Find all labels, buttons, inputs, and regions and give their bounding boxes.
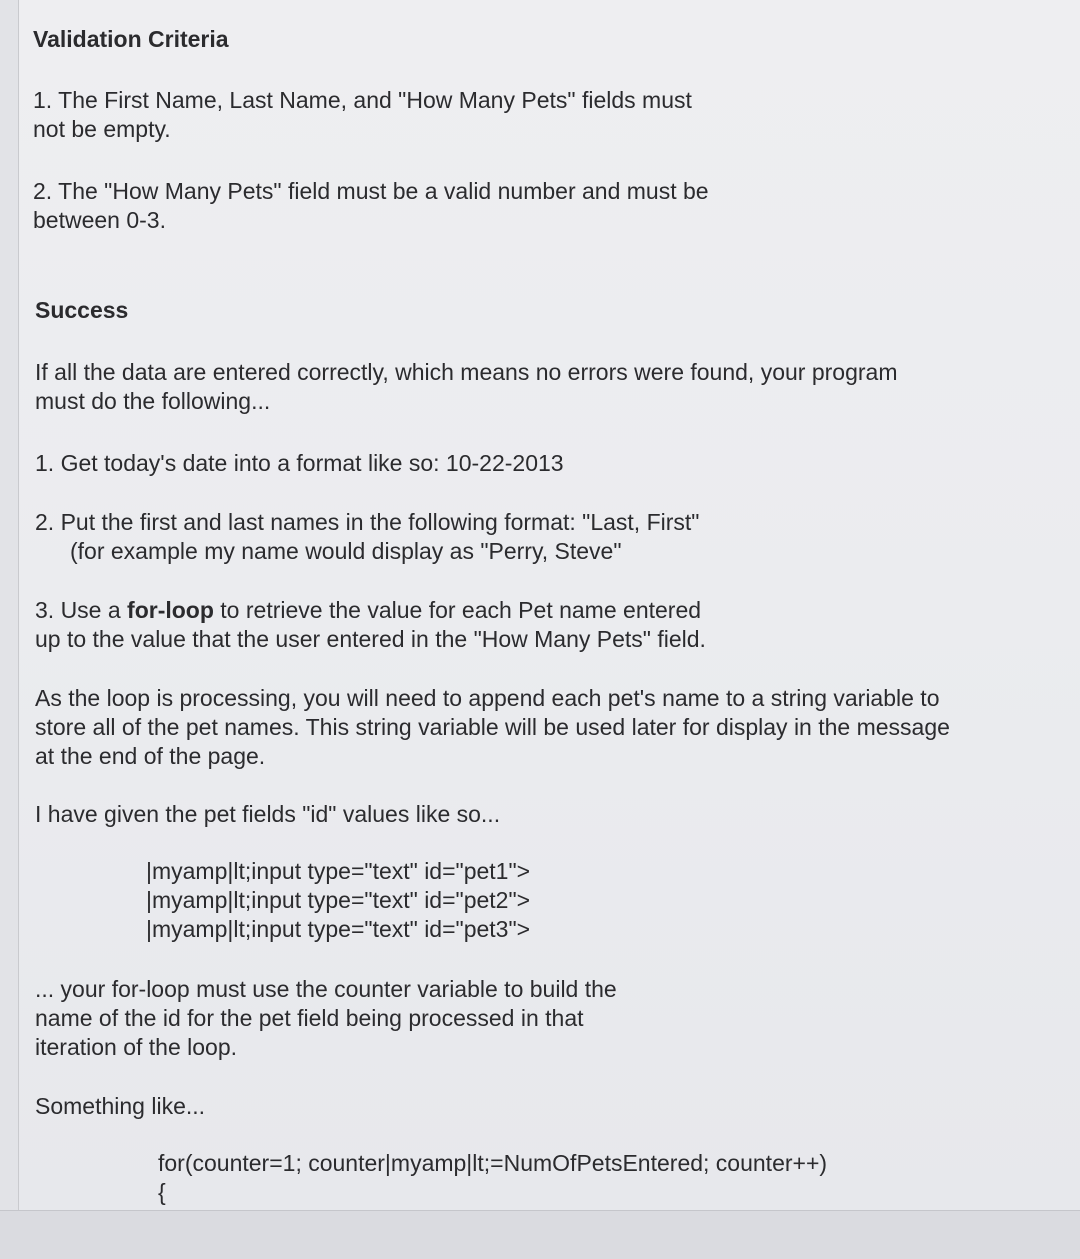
document-page — [18, 0, 1080, 1210]
success-step-1: 1. Get today's date into a format like so: 10-22-2013 — [35, 450, 564, 476]
step-3-suffix: to retrieve the value for each Pet name entered — [213, 597, 702, 623]
success-intro-line-1: If all the data are entered correctly, which means no errors were found, your program — [35, 359, 898, 385]
code-line-pet1: |myamp|lt;input type="text" id="pet1"> — [146, 858, 531, 884]
loop-paragraph-line-1: As the loop is processing, you will need to append each pet's name to a string variable to — [35, 685, 940, 711]
loop-paragraph-line-2: store all of the pet names. This string variable will be used later for display in the message — [35, 714, 950, 740]
success-step-2-line-1: 2. Put the first and last names in the following format: "Last, First" — [35, 509, 700, 535]
validation-item-1-line-2: not be empty. — [33, 116, 171, 142]
validation-item-2-line-1: 2. The "How Many Pets" field must be a valid number and must be — [33, 178, 709, 204]
for-loop-code-line-1: for(counter=1; counter|myamp|lt;=NumOfPetsEntered; counter++) — [158, 1150, 828, 1176]
success-heading: Success — [35, 297, 129, 323]
something-like: Something like... — [35, 1093, 206, 1119]
success-step-2-line-2: (for example my name would display as "Perry, Steve" — [70, 538, 622, 564]
loop-paragraph-line-3: at the end of the page. — [35, 743, 266, 769]
success-step-3-line-1 — [35, 596, 701, 625]
validation-item-1-line-1: 1. The First Name, Last Name, and "How Many Pets" fields must — [33, 87, 692, 113]
code-line-pet3: |myamp|lt;input type="text" id="pet3"> — [146, 916, 531, 942]
ids-intro: I have given the pet fields "id" values like so... — [35, 801, 501, 827]
counter-paragraph-line-2: name of the id for the pet field being processed in that — [35, 1005, 584, 1031]
validation-heading: Validation Criteria — [33, 26, 229, 52]
code-line-pet2: |myamp|lt;input type="text" id="pet2"> — [146, 887, 531, 913]
validation-item-2-line-2: between 0-3. — [33, 207, 166, 233]
counter-paragraph-line-1: ... your for-loop must use the counter variable to build the — [35, 976, 617, 1002]
success-step-3-line-2: up to the value that the user entered in the "How Many Pets" field. — [35, 626, 706, 652]
page-bottom-edge — [0, 1210, 1080, 1259]
for-loop-code-line-2: { — [158, 1179, 166, 1205]
success-intro-line-2: must do the following... — [35, 388, 271, 414]
step-3-prefix: 3. Use a — [35, 597, 128, 623]
for-loop-keyword: for-loop — [127, 597, 214, 623]
counter-paragraph-line-3: iteration of the loop. — [35, 1034, 238, 1060]
